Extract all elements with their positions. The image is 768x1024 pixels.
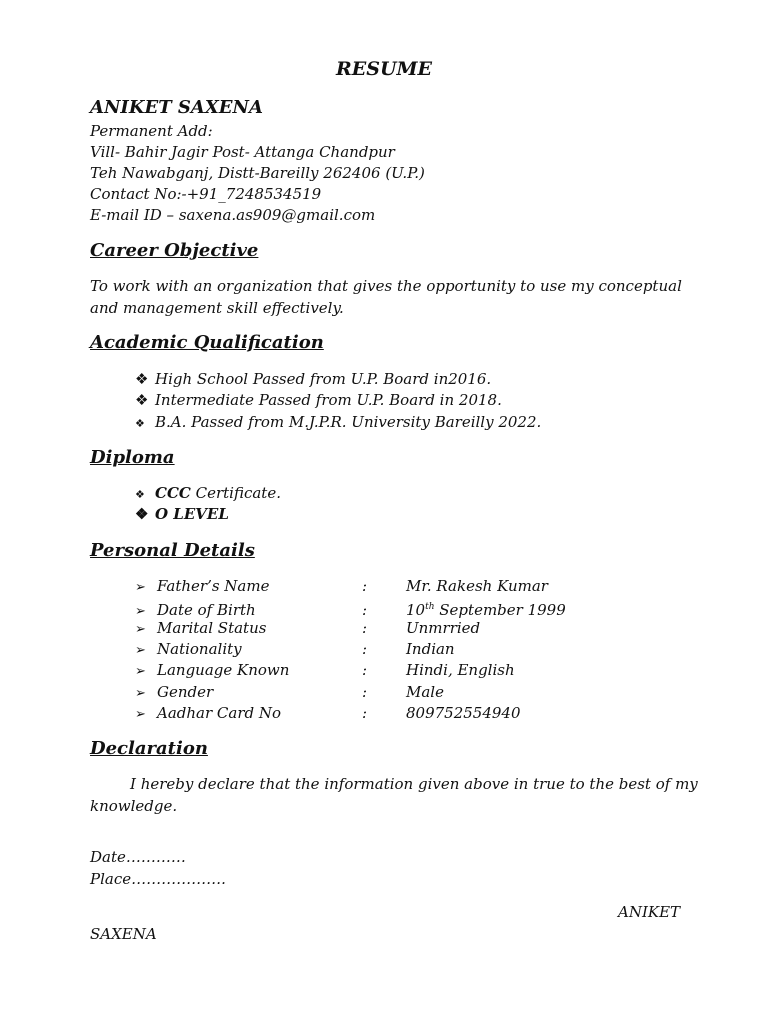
personal-value: Hindi, English bbox=[406, 661, 515, 679]
declaration-line-1: I hereby declare that the information given above in true to the best of my bbox=[130, 775, 698, 793]
personal-value: Mr. Rakesh Kumar bbox=[406, 577, 548, 595]
diamond-bullet-icon: ❖ bbox=[135, 391, 149, 409]
academic-item bbox=[135, 391, 502, 409]
academic-item bbox=[135, 413, 541, 431]
address-line-2: Teh Nawabganj, Distt-Bareilly 262406 (U.P.) bbox=[90, 164, 425, 182]
personal-label: Language Known bbox=[157, 661, 290, 679]
career-objective-line-1: To work with an organization that gives the opportunity to use my conceptual bbox=[90, 277, 682, 295]
signature-first: ANIKET bbox=[618, 903, 681, 921]
declaration-line-2: knowledge. bbox=[90, 797, 178, 815]
diploma-heading: Diploma bbox=[90, 447, 175, 468]
academic-item-text: B.A. Passed from M.J.P.R. University Bareilly 2022. bbox=[155, 413, 542, 431]
academic-heading: Academic Qualification bbox=[90, 332, 324, 353]
personal-row bbox=[135, 703, 521, 725]
academic-item bbox=[135, 370, 491, 388]
email-id: E-mail ID – saxena.as909@gmail.com bbox=[90, 206, 376, 224]
colon: : bbox=[362, 661, 368, 679]
diploma-item-text: Certificate. bbox=[190, 484, 281, 502]
place-field: Place………………. bbox=[90, 870, 226, 888]
arrow-bullet-icon: ➢ bbox=[135, 664, 146, 679]
career-objective-heading: Career Objective bbox=[90, 240, 259, 261]
colon: : bbox=[362, 683, 368, 701]
dob-rest: September 1999 bbox=[434, 601, 566, 619]
resume-title: RESUME bbox=[335, 58, 433, 80]
arrow-bullet-icon: ➢ bbox=[135, 604, 146, 619]
dob-suffix: th bbox=[425, 602, 435, 612]
colon: : bbox=[362, 619, 368, 637]
diploma-item bbox=[135, 484, 281, 502]
personal-label: Nationality bbox=[157, 640, 242, 658]
personal-label: Aadhar Card No bbox=[157, 704, 282, 722]
personal-label: Date of Birth bbox=[157, 601, 256, 619]
address-label: Permanent Add: bbox=[90, 122, 213, 140]
colon: : bbox=[362, 704, 368, 722]
career-objective-line-2: and management skill effectively. bbox=[90, 299, 344, 317]
diploma-item-bold: CCC bbox=[155, 484, 191, 502]
personal-value bbox=[406, 601, 566, 619]
personal-label: Father’s Name bbox=[157, 577, 270, 595]
personal-label: Gender bbox=[157, 683, 214, 701]
diploma-item-bold: O LEVEL bbox=[155, 505, 229, 523]
signature-last: SAXENA bbox=[90, 925, 157, 943]
personal-row bbox=[135, 660, 515, 682]
personal-value: Indian bbox=[406, 640, 455, 658]
colon: : bbox=[362, 601, 368, 619]
personal-row bbox=[135, 576, 548, 598]
applicant-name: ANIKET SAXENA bbox=[90, 97, 263, 118]
arrow-bullet-icon: ➢ bbox=[135, 622, 146, 637]
dob-day: 10 bbox=[406, 601, 426, 619]
diamond-bullet-icon: ❖ bbox=[135, 505, 149, 523]
contact-number: Contact No:-+91_7248534519 bbox=[90, 185, 322, 203]
arrow-bullet-icon: ➢ bbox=[135, 707, 146, 722]
colon: : bbox=[362, 640, 368, 658]
arrow-bullet-icon: ➢ bbox=[135, 686, 146, 701]
personal-label: Marital Status bbox=[157, 619, 267, 637]
diploma-item bbox=[135, 505, 229, 523]
colon: : bbox=[362, 577, 368, 595]
personal-row bbox=[135, 682, 444, 704]
personal-row bbox=[135, 618, 480, 640]
diamond-bullet-icon: ❖ bbox=[135, 488, 145, 501]
date-field: Date………… bbox=[90, 848, 186, 866]
declaration-heading: Declaration bbox=[90, 738, 208, 759]
diamond-bullet-icon: ❖ bbox=[135, 370, 149, 388]
personal-value: Unmrried bbox=[406, 619, 481, 637]
diamond-bullet-icon: ❖ bbox=[135, 417, 145, 430]
arrow-bullet-icon: ➢ bbox=[135, 643, 146, 658]
personal-details-heading: Personal Details bbox=[90, 540, 255, 561]
personal-value: 809752554940 bbox=[406, 704, 521, 722]
personal-row bbox=[135, 639, 455, 661]
personal-value: Male bbox=[406, 683, 444, 701]
academic-item-text: Intermediate Passed from U.P. Board in 2018. bbox=[155, 391, 502, 409]
academic-item-text: High School Passed from U.P. Board in2016. bbox=[155, 370, 492, 388]
address-line-1: Vill- Bahir Jagir Post- Attanga Chandpur bbox=[90, 143, 395, 161]
arrow-bullet-icon: ➢ bbox=[135, 580, 146, 595]
